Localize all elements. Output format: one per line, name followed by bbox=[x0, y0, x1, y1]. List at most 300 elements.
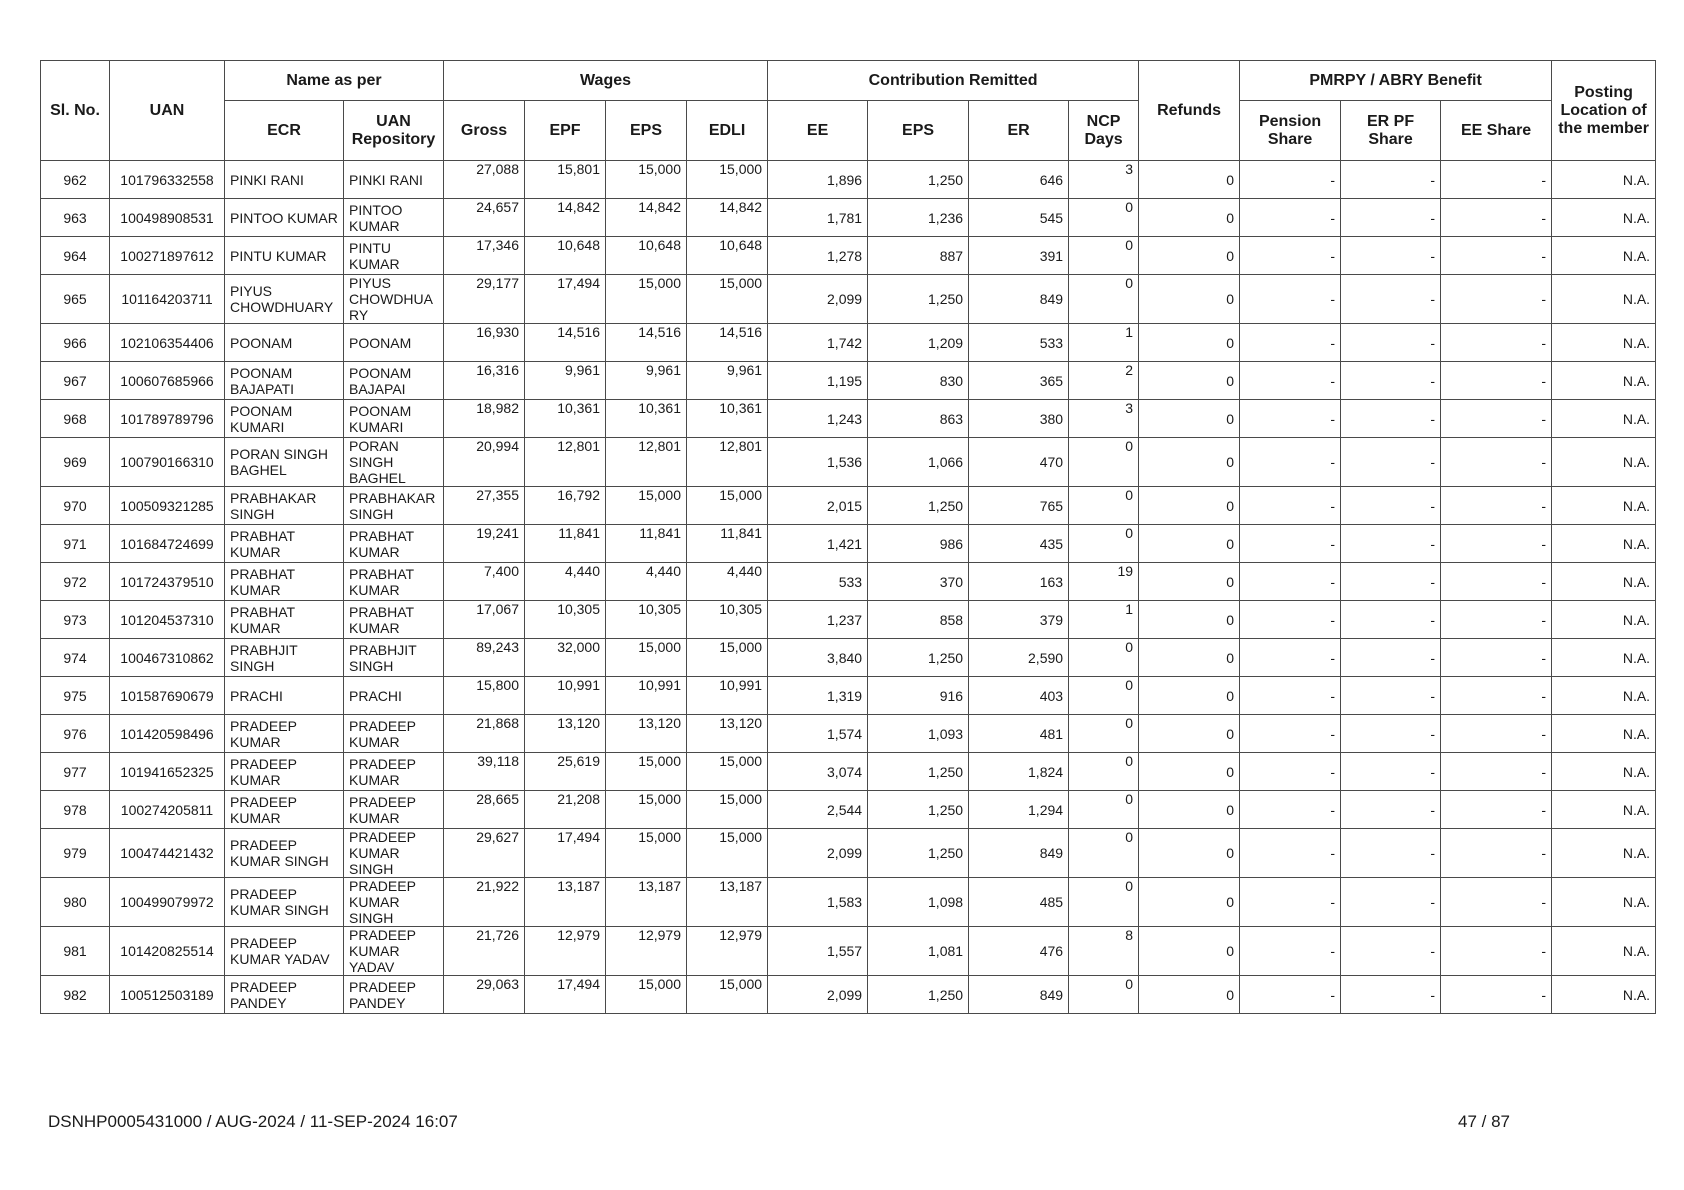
cell-edli: 15,000 bbox=[687, 639, 768, 677]
cell-ee-share: - bbox=[1441, 275, 1552, 324]
cell-refunds: 0 bbox=[1139, 927, 1240, 976]
cell-uan-repository-name: PRABHAT KUMAR bbox=[344, 563, 444, 601]
cell-contribution-eps: 863 bbox=[868, 400, 969, 438]
cell-ee: 533 bbox=[768, 563, 868, 601]
cell-uan-repository-name: PRADEEP KUMAR bbox=[344, 715, 444, 753]
cell-gross: 27,355 bbox=[444, 487, 525, 525]
cell-edli: 14,842 bbox=[687, 199, 768, 237]
cell-edli: 12,801 bbox=[687, 438, 768, 487]
cell-uan: 101684724699 bbox=[110, 525, 225, 563]
cell-ee-share: - bbox=[1441, 237, 1552, 275]
cell-er: 849 bbox=[969, 829, 1069, 878]
col-gross: Gross bbox=[444, 101, 525, 161]
cell-sl-no: 973 bbox=[41, 601, 110, 639]
cell-er-pf-share: - bbox=[1341, 753, 1441, 791]
cell-pension-share: - bbox=[1240, 275, 1341, 324]
cell-gross: 17,067 bbox=[444, 601, 525, 639]
cell-ncp-days: 1 bbox=[1069, 324, 1139, 362]
col-eps: EPS bbox=[606, 101, 687, 161]
col-ee-share: EE Share bbox=[1441, 101, 1552, 161]
cell-edli: 11,841 bbox=[687, 525, 768, 563]
cell-er: 545 bbox=[969, 199, 1069, 237]
cell-eps: 10,648 bbox=[606, 237, 687, 275]
cell-er: 1,294 bbox=[969, 791, 1069, 829]
cell-uan-repository-name: PRADEEP KUMAR bbox=[344, 753, 444, 791]
table-row bbox=[41, 677, 1656, 715]
cell-gross: 7,400 bbox=[444, 563, 525, 601]
group-pmrpy-abry-benefit: PMRPY / ABRY Benefit bbox=[1240, 61, 1552, 101]
cell-gross: 16,930 bbox=[444, 324, 525, 362]
cell-epf: 11,841 bbox=[525, 525, 606, 563]
col-contribution-eps: EPS bbox=[868, 101, 969, 161]
cell-gross: 21,868 bbox=[444, 715, 525, 753]
cell-refunds: 0 bbox=[1139, 237, 1240, 275]
cell-er-pf-share: - bbox=[1341, 324, 1441, 362]
cell-er-pf-share: - bbox=[1341, 237, 1441, 275]
cell-pension-share: - bbox=[1240, 438, 1341, 487]
cell-contribution-eps: 1,250 bbox=[868, 753, 969, 791]
cell-ee-share: - bbox=[1441, 563, 1552, 601]
cell-edli: 15,000 bbox=[687, 829, 768, 878]
cell-edli: 12,979 bbox=[687, 927, 768, 976]
col-ee: EE bbox=[768, 101, 868, 161]
cell-ncp-days: 0 bbox=[1069, 878, 1139, 927]
cell-er: 485 bbox=[969, 878, 1069, 927]
cell-ncp-days: 19 bbox=[1069, 563, 1139, 601]
cell-ncp-days: 2 bbox=[1069, 362, 1139, 400]
cell-posting-location: N.A. bbox=[1552, 976, 1656, 1014]
cell-contribution-eps: 1,250 bbox=[868, 976, 969, 1014]
cell-contribution-eps: 1,250 bbox=[868, 275, 969, 324]
cell-ecr-name: PRABHAKAR SINGH bbox=[225, 487, 344, 525]
cell-ecr-name: PRABHAT KUMAR bbox=[225, 525, 344, 563]
cell-ee-share: - bbox=[1441, 601, 1552, 639]
cell-gross: 18,982 bbox=[444, 400, 525, 438]
cell-ee: 1,742 bbox=[768, 324, 868, 362]
cell-uan: 101204537310 bbox=[110, 601, 225, 639]
cell-sl-no: 968 bbox=[41, 400, 110, 438]
cell-er: 403 bbox=[969, 677, 1069, 715]
cell-epf: 15,801 bbox=[525, 161, 606, 199]
cell-posting-location: N.A. bbox=[1552, 237, 1656, 275]
cell-gross: 29,063 bbox=[444, 976, 525, 1014]
cell-edli: 10,648 bbox=[687, 237, 768, 275]
cell-ee-share: - bbox=[1441, 639, 1552, 677]
cell-refunds: 0 bbox=[1139, 563, 1240, 601]
cell-edli: 15,000 bbox=[687, 753, 768, 791]
cell-pension-share: - bbox=[1240, 525, 1341, 563]
cell-eps: 11,841 bbox=[606, 525, 687, 563]
cell-sl-no: 982 bbox=[41, 976, 110, 1014]
cell-er: 646 bbox=[969, 161, 1069, 199]
cell-posting-location: N.A. bbox=[1552, 601, 1656, 639]
cell-gross: 20,994 bbox=[444, 438, 525, 487]
cell-refunds: 0 bbox=[1139, 639, 1240, 677]
cell-er-pf-share: - bbox=[1341, 400, 1441, 438]
cell-epf: 16,792 bbox=[525, 487, 606, 525]
cell-ee: 1,536 bbox=[768, 438, 868, 487]
cell-epf: 10,648 bbox=[525, 237, 606, 275]
cell-uan-repository-name: PRADEEP KUMAR SINGH bbox=[344, 878, 444, 927]
cell-eps: 14,842 bbox=[606, 199, 687, 237]
cell-contribution-eps: 1,236 bbox=[868, 199, 969, 237]
table-row bbox=[41, 601, 1656, 639]
cell-edli: 14,516 bbox=[687, 324, 768, 362]
cell-er: 849 bbox=[969, 275, 1069, 324]
cell-uan-repository-name: PORAN SINGH BAGHEL bbox=[344, 438, 444, 487]
cell-contribution-eps: 887 bbox=[868, 237, 969, 275]
cell-er-pf-share: - bbox=[1341, 878, 1441, 927]
cell-refunds: 0 bbox=[1139, 400, 1240, 438]
cell-contribution-eps: 1,250 bbox=[868, 639, 969, 677]
cell-uan-repository-name: PRABHAT KUMAR bbox=[344, 525, 444, 563]
cell-ecr-name: PIYUS CHOWDHUARY bbox=[225, 275, 344, 324]
cell-sl-no: 975 bbox=[41, 677, 110, 715]
cell-er: 435 bbox=[969, 525, 1069, 563]
cell-ncp-days: 0 bbox=[1069, 237, 1139, 275]
col-posting-location: Posting Location of the member bbox=[1552, 61, 1656, 161]
cell-edli: 15,000 bbox=[687, 791, 768, 829]
cell-pension-share: - bbox=[1240, 976, 1341, 1014]
cell-uan: 102106354406 bbox=[110, 324, 225, 362]
col-refunds: Refunds bbox=[1139, 61, 1240, 161]
cell-er: 849 bbox=[969, 976, 1069, 1014]
cell-gross: 16,316 bbox=[444, 362, 525, 400]
cell-posting-location: N.A. bbox=[1552, 275, 1656, 324]
cell-ncp-days: 0 bbox=[1069, 199, 1139, 237]
cell-edli: 15,000 bbox=[687, 976, 768, 1014]
cell-uan-repository-name: PRADEEP KUMAR bbox=[344, 791, 444, 829]
cell-epf: 25,619 bbox=[525, 753, 606, 791]
cell-uan-repository-name: PRADEEP KUMAR YADAV bbox=[344, 927, 444, 976]
cell-eps: 15,000 bbox=[606, 791, 687, 829]
cell-ee-share: - bbox=[1441, 362, 1552, 400]
cell-uan-repository-name: PRABHJIT SINGH bbox=[344, 639, 444, 677]
cell-ncp-days: 0 bbox=[1069, 829, 1139, 878]
cell-ecr-name: PRABHAT KUMAR bbox=[225, 563, 344, 601]
document-reference: DSNHP0005431000 / AUG-2024 / 11-SEP-2024 16:07 bbox=[48, 1112, 458, 1131]
table-row bbox=[41, 639, 1656, 677]
cell-epf: 10,305 bbox=[525, 601, 606, 639]
cell-ee-share: - bbox=[1441, 487, 1552, 525]
cell-er-pf-share: - bbox=[1341, 438, 1441, 487]
cell-ee: 3,074 bbox=[768, 753, 868, 791]
cell-gross: 28,665 bbox=[444, 791, 525, 829]
cell-er-pf-share: - bbox=[1341, 601, 1441, 639]
cell-ee: 1,319 bbox=[768, 677, 868, 715]
cell-uan-repository-name: PRADEEP KUMAR SINGH bbox=[344, 829, 444, 878]
cell-ecr-name: PRADEEP KUMAR SINGH bbox=[225, 878, 344, 927]
cell-uan: 100498908531 bbox=[110, 199, 225, 237]
cell-sl-no: 980 bbox=[41, 878, 110, 927]
cell-eps: 12,801 bbox=[606, 438, 687, 487]
cell-contribution-eps: 858 bbox=[868, 601, 969, 639]
cell-ee-share: - bbox=[1441, 829, 1552, 878]
cell-ee: 1,195 bbox=[768, 362, 868, 400]
cell-er: 365 bbox=[969, 362, 1069, 400]
table-row bbox=[41, 976, 1656, 1014]
cell-sl-no: 965 bbox=[41, 275, 110, 324]
cell-uan: 101941652325 bbox=[110, 753, 225, 791]
cell-ncp-days: 0 bbox=[1069, 753, 1139, 791]
cell-ecr-name: PINTOO KUMAR bbox=[225, 199, 344, 237]
cell-pension-share: - bbox=[1240, 639, 1341, 677]
cell-ee: 1,781 bbox=[768, 199, 868, 237]
cell-ee-share: - bbox=[1441, 438, 1552, 487]
table-body bbox=[41, 161, 1656, 1014]
cell-refunds: 0 bbox=[1139, 677, 1240, 715]
cell-pension-share: - bbox=[1240, 829, 1341, 878]
cell-uan-repository-name: PRABHAT KUMAR bbox=[344, 601, 444, 639]
cell-refunds: 0 bbox=[1139, 362, 1240, 400]
cell-sl-no: 962 bbox=[41, 161, 110, 199]
cell-epf: 14,842 bbox=[525, 199, 606, 237]
cell-ncp-days: 0 bbox=[1069, 677, 1139, 715]
cell-ee: 1,278 bbox=[768, 237, 868, 275]
cell-ncp-days: 0 bbox=[1069, 639, 1139, 677]
cell-er-pf-share: - bbox=[1341, 677, 1441, 715]
cell-eps: 9,961 bbox=[606, 362, 687, 400]
cell-ncp-days: 0 bbox=[1069, 976, 1139, 1014]
cell-eps: 10,991 bbox=[606, 677, 687, 715]
cell-refunds: 0 bbox=[1139, 791, 1240, 829]
cell-sl-no: 971 bbox=[41, 525, 110, 563]
cell-er-pf-share: - bbox=[1341, 362, 1441, 400]
cell-eps: 15,000 bbox=[606, 829, 687, 878]
cell-eps: 4,440 bbox=[606, 563, 687, 601]
cell-ncp-days: 3 bbox=[1069, 161, 1139, 199]
cell-uan-repository-name: POONAM BAJAPAI bbox=[344, 362, 444, 400]
cell-ecr-name: PINTU KUMAR bbox=[225, 237, 344, 275]
cell-uan-repository-name: PINTU KUMAR bbox=[344, 237, 444, 275]
cell-pension-share: - bbox=[1240, 677, 1341, 715]
cell-pension-share: - bbox=[1240, 753, 1341, 791]
cell-eps: 10,361 bbox=[606, 400, 687, 438]
cell-edli: 10,305 bbox=[687, 601, 768, 639]
page-number: 47 / 87 bbox=[1458, 1112, 1510, 1131]
cell-ee: 2,099 bbox=[768, 829, 868, 878]
cell-ee-share: - bbox=[1441, 753, 1552, 791]
cell-edli: 15,000 bbox=[687, 161, 768, 199]
cell-ee-share: - bbox=[1441, 199, 1552, 237]
cell-ee: 1,421 bbox=[768, 525, 868, 563]
cell-refunds: 0 bbox=[1139, 715, 1240, 753]
cell-ee-share: - bbox=[1441, 324, 1552, 362]
cell-uan-repository-name: PRADEEP PANDEY bbox=[344, 976, 444, 1014]
cell-pension-share: - bbox=[1240, 400, 1341, 438]
cell-contribution-eps: 1,209 bbox=[868, 324, 969, 362]
cell-posting-location: N.A. bbox=[1552, 400, 1656, 438]
cell-contribution-eps: 1,093 bbox=[868, 715, 969, 753]
cell-ncp-days: 0 bbox=[1069, 525, 1139, 563]
cell-refunds: 0 bbox=[1139, 829, 1240, 878]
cell-contribution-eps: 1,250 bbox=[868, 161, 969, 199]
cell-epf: 17,494 bbox=[525, 829, 606, 878]
cell-eps: 13,120 bbox=[606, 715, 687, 753]
table-row bbox=[41, 829, 1656, 878]
col-er-pf-share: ER PF Share bbox=[1341, 101, 1441, 161]
cell-posting-location: N.A. bbox=[1552, 438, 1656, 487]
cell-gross: 15,800 bbox=[444, 677, 525, 715]
cell-contribution-eps: 1,250 bbox=[868, 487, 969, 525]
group-wages: Wages bbox=[444, 61, 768, 101]
cell-refunds: 0 bbox=[1139, 324, 1240, 362]
cell-er: 163 bbox=[969, 563, 1069, 601]
cell-er-pf-share: - bbox=[1341, 639, 1441, 677]
cell-ee: 1,574 bbox=[768, 715, 868, 753]
cell-contribution-eps: 1,250 bbox=[868, 791, 969, 829]
cell-eps: 15,000 bbox=[606, 639, 687, 677]
cell-ee: 1,557 bbox=[768, 927, 868, 976]
cell-pension-share: - bbox=[1240, 324, 1341, 362]
cell-gross: 39,118 bbox=[444, 753, 525, 791]
cell-uan-repository-name: PINKI RANI bbox=[344, 161, 444, 199]
cell-posting-location: N.A. bbox=[1552, 487, 1656, 525]
ecr-contribution-table bbox=[40, 60, 1656, 1014]
cell-posting-location: N.A. bbox=[1552, 715, 1656, 753]
cell-ncp-days: 0 bbox=[1069, 275, 1139, 324]
cell-uan: 100271897612 bbox=[110, 237, 225, 275]
cell-posting-location: N.A. bbox=[1552, 677, 1656, 715]
cell-posting-location: N.A. bbox=[1552, 161, 1656, 199]
cell-er-pf-share: - bbox=[1341, 563, 1441, 601]
table-row bbox=[41, 753, 1656, 791]
cell-er: 2,590 bbox=[969, 639, 1069, 677]
group-contribution-remitted: Contribution Remitted bbox=[768, 61, 1139, 101]
cell-ee: 2,099 bbox=[768, 976, 868, 1014]
cell-refunds: 0 bbox=[1139, 199, 1240, 237]
cell-ee-share: - bbox=[1441, 927, 1552, 976]
cell-eps: 14,516 bbox=[606, 324, 687, 362]
cell-ee-share: - bbox=[1441, 525, 1552, 563]
cell-er-pf-share: - bbox=[1341, 927, 1441, 976]
cell-sl-no: 981 bbox=[41, 927, 110, 976]
cell-pension-share: - bbox=[1240, 487, 1341, 525]
cell-ecr-name: PRADEEP KUMAR bbox=[225, 753, 344, 791]
cell-pension-share: - bbox=[1240, 161, 1341, 199]
cell-ecr-name: POONAM KUMARI bbox=[225, 400, 344, 438]
cell-ecr-name: POONAM bbox=[225, 324, 344, 362]
cell-posting-location: N.A. bbox=[1552, 199, 1656, 237]
cell-pension-share: - bbox=[1240, 601, 1341, 639]
cell-sl-no: 974 bbox=[41, 639, 110, 677]
col-er: ER bbox=[969, 101, 1069, 161]
cell-gross: 89,243 bbox=[444, 639, 525, 677]
cell-sl-no: 979 bbox=[41, 829, 110, 878]
cell-pension-share: - bbox=[1240, 878, 1341, 927]
cell-edli: 15,000 bbox=[687, 487, 768, 525]
table-row bbox=[41, 400, 1656, 438]
cell-edli: 9,961 bbox=[687, 362, 768, 400]
cell-epf: 4,440 bbox=[525, 563, 606, 601]
cell-uan: 100512503189 bbox=[110, 976, 225, 1014]
cell-ee-share: - bbox=[1441, 715, 1552, 753]
cell-uan: 100499079972 bbox=[110, 878, 225, 927]
cell-ee: 1,243 bbox=[768, 400, 868, 438]
cell-gross: 29,627 bbox=[444, 829, 525, 878]
cell-uan: 101789789796 bbox=[110, 400, 225, 438]
cell-er-pf-share: - bbox=[1341, 976, 1441, 1014]
cell-pension-share: - bbox=[1240, 791, 1341, 829]
cell-gross: 21,726 bbox=[444, 927, 525, 976]
cell-sl-no: 966 bbox=[41, 324, 110, 362]
cell-contribution-eps: 986 bbox=[868, 525, 969, 563]
cell-refunds: 0 bbox=[1139, 275, 1240, 324]
cell-uan-repository-name: POONAM bbox=[344, 324, 444, 362]
cell-gross: 29,177 bbox=[444, 275, 525, 324]
cell-ncp-days: 0 bbox=[1069, 438, 1139, 487]
cell-ncp-days: 3 bbox=[1069, 400, 1139, 438]
cell-er: 470 bbox=[969, 438, 1069, 487]
table-row bbox=[41, 199, 1656, 237]
cell-pension-share: - bbox=[1240, 927, 1341, 976]
cell-uan: 101164203711 bbox=[110, 275, 225, 324]
cell-epf: 10,361 bbox=[525, 400, 606, 438]
cell-ecr-name: PRADEEP KUMAR YADAV bbox=[225, 927, 344, 976]
cell-posting-location: N.A. bbox=[1552, 639, 1656, 677]
cell-er: 481 bbox=[969, 715, 1069, 753]
cell-eps: 15,000 bbox=[606, 753, 687, 791]
cell-uan-repository-name: PRACHI bbox=[344, 677, 444, 715]
cell-er: 391 bbox=[969, 237, 1069, 275]
cell-ee-share: - bbox=[1441, 791, 1552, 829]
cell-contribution-eps: 1,250 bbox=[868, 829, 969, 878]
table-row bbox=[41, 927, 1656, 976]
cell-uan: 100509321285 bbox=[110, 487, 225, 525]
cell-er: 533 bbox=[969, 324, 1069, 362]
cell-ee: 1,583 bbox=[768, 878, 868, 927]
cell-ee-share: - bbox=[1441, 878, 1552, 927]
cell-contribution-eps: 1,098 bbox=[868, 878, 969, 927]
cell-contribution-eps: 1,081 bbox=[868, 927, 969, 976]
cell-er-pf-share: - bbox=[1341, 275, 1441, 324]
col-uan: UAN bbox=[110, 61, 225, 161]
cell-epf: 21,208 bbox=[525, 791, 606, 829]
cell-posting-location: N.A. bbox=[1552, 362, 1656, 400]
cell-ncp-days: 1 bbox=[1069, 601, 1139, 639]
cell-edli: 13,120 bbox=[687, 715, 768, 753]
cell-posting-location: N.A. bbox=[1552, 563, 1656, 601]
cell-refunds: 0 bbox=[1139, 601, 1240, 639]
cell-eps: 15,000 bbox=[606, 976, 687, 1014]
cell-er-pf-share: - bbox=[1341, 525, 1441, 563]
cell-ee: 1,896 bbox=[768, 161, 868, 199]
col-edli: EDLI bbox=[687, 101, 768, 161]
cell-er: 1,824 bbox=[969, 753, 1069, 791]
col-uan-repository: UAN Repository bbox=[344, 101, 444, 161]
cell-er: 380 bbox=[969, 400, 1069, 438]
cell-contribution-eps: 830 bbox=[868, 362, 969, 400]
cell-pension-share: - bbox=[1240, 362, 1341, 400]
cell-ee: 1,237 bbox=[768, 601, 868, 639]
cell-refunds: 0 bbox=[1139, 438, 1240, 487]
cell-epf: 32,000 bbox=[525, 639, 606, 677]
cell-ncp-days: 0 bbox=[1069, 715, 1139, 753]
cell-er: 379 bbox=[969, 601, 1069, 639]
cell-sl-no: 967 bbox=[41, 362, 110, 400]
table-row bbox=[41, 161, 1656, 199]
cell-epf: 12,979 bbox=[525, 927, 606, 976]
cell-contribution-eps: 1,066 bbox=[868, 438, 969, 487]
cell-ecr-name: PINKI RANI bbox=[225, 161, 344, 199]
cell-posting-location: N.A. bbox=[1552, 525, 1656, 563]
cell-posting-location: N.A. bbox=[1552, 753, 1656, 791]
cell-uan: 101420598496 bbox=[110, 715, 225, 753]
table-row bbox=[41, 525, 1656, 563]
cell-epf: 10,991 bbox=[525, 677, 606, 715]
cell-ecr-name: PRABHAT KUMAR bbox=[225, 601, 344, 639]
cell-sl-no: 964 bbox=[41, 237, 110, 275]
